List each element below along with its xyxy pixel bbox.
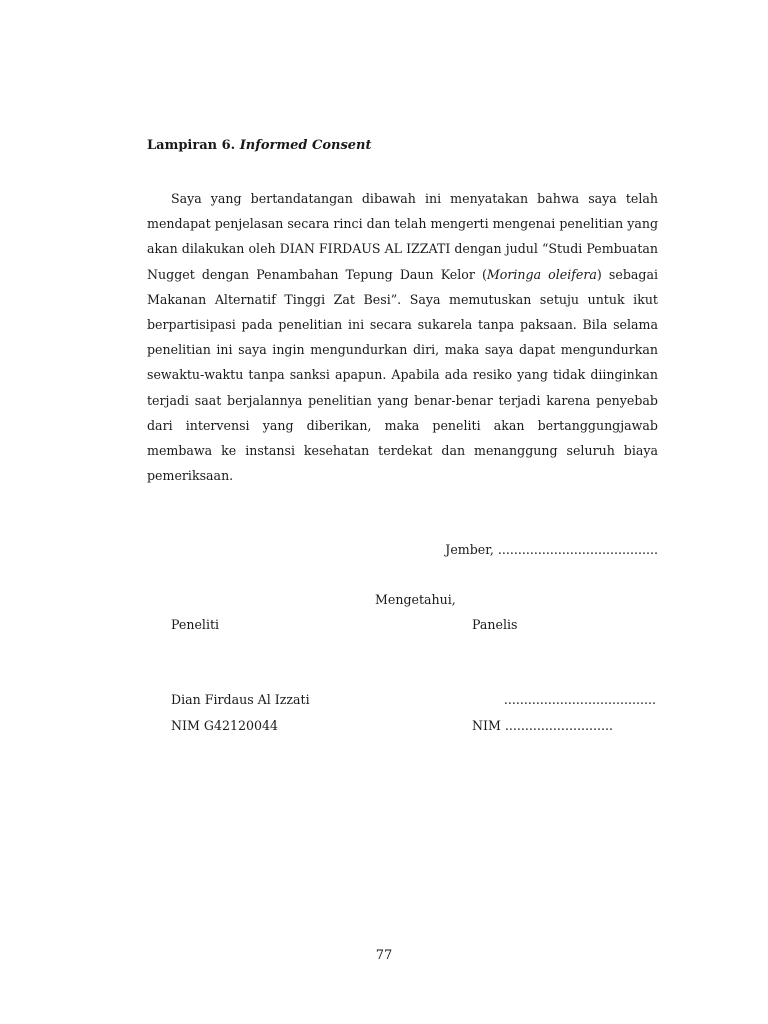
researcher-role-label: Peneliti: [171, 617, 220, 632]
researcher-name: Dian Firdaus Al Izzati: [171, 692, 310, 707]
consent-statement: [147, 186, 658, 488]
appendix-title-prefix: Lampiran 6.: [147, 138, 240, 153]
panelist-name-blank: ......................................: [503, 692, 656, 707]
panelist-role-label: Panelis: [472, 617, 518, 632]
researcher-nim: NIM G42120044: [171, 718, 279, 733]
appendix-title: [147, 138, 372, 153]
place-date-line: Jember, ........................................: [445, 542, 658, 557]
page-number: 77: [375, 948, 393, 963]
appendix-title-emphasis: Informed Consent: [239, 138, 372, 153]
species-name: Moringa oleifera: [486, 266, 597, 282]
acknowledged-label: Mengetahui,: [375, 592, 456, 607]
panelist-nim-blank: NIM ...........................: [472, 718, 613, 733]
consent-text-part2: ) sebagai Makanan Alternatif Tinggi Zat Besi”. Saya memutuskan setuju untuk ikut berpartisipasi pada penelitian ini secara sukarela tanpa paksaan. Bila selama penelitian ini saya ingin mengundurkan diri, maka saya dapat mengundurkan sewaktu-waktu tanpa sanksi apapun. Apabila ada resiko yang tidak diinginkan terjadi saat berjalannya penelitian yang benar-benar terjadi karena penyebab dari intervensi yang diberikan, maka peneliti akan bertanggungjawab membawa ke instansi kesehatan terdekat dan menanggung seluruh biaya pemeriksaan.: [147, 266, 658, 484]
consent-text-part1: Saya yang bertandatangan dibawah ini menyatakan bahwa saya telah mendapat penjelasan secara rinci dan telah mengerti mengenai penelitian yang akan dilakukan oleh DIAN FIRDAUS AL IZZATI dengan judul “Studi Pembuatan Nugget dengan Penambahan Tepung Daun Kelor (: [147, 191, 658, 282]
